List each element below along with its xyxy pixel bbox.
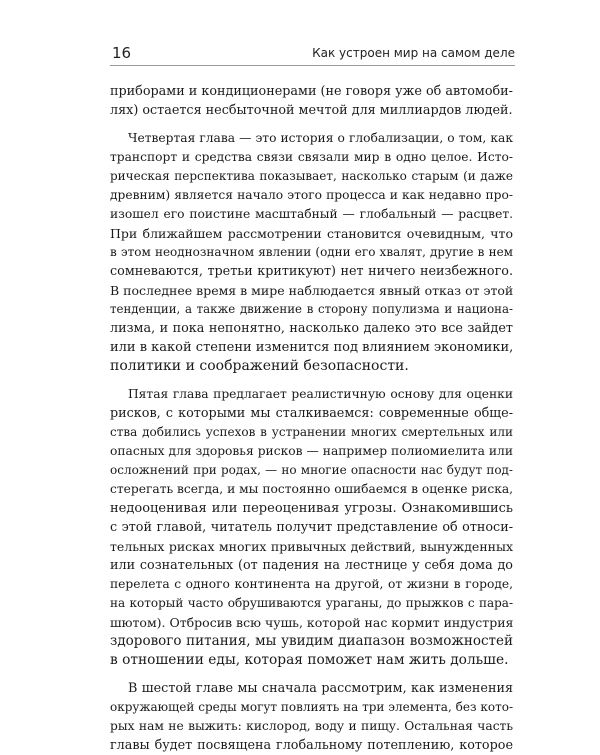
text-line: рых нам не выжить: кислород, воду и пищу. Остальная часть <box>110 719 513 733</box>
text-line: или сознательных (от падения на лестнице у себя дома до <box>110 558 513 573</box>
text-line: Четвертая глава — это история о глобализации, о том, как <box>128 131 513 145</box>
text-line: шютом). Отбросив всю чушь, которой нас кормит индустрия <box>110 615 514 630</box>
page-number: 16 <box>112 44 132 62</box>
text-line: политики и соображений безопасности. <box>110 358 409 374</box>
text-line: транспорт и средства связи связали мир в одно целое. Исто- <box>110 150 513 164</box>
paragraph <box>110 679 513 755</box>
text-line: В шестой главе мы сначала рассмотрим, как изменения <box>128 681 513 696</box>
text-line: главы будет посвящена глобальному потеплению, которое <box>110 738 513 753</box>
text-line: приборами и кондиционерами (не говоря уже об автомоби- <box>110 84 513 99</box>
text-line: ства добились успехов в устранении многих смертельных или <box>110 425 513 439</box>
text-line: тенденции, а также движение в сторону популизма и национа- <box>110 302 513 316</box>
paragraph <box>110 129 513 376</box>
paragraph <box>110 385 513 670</box>
text-line: рическая перспектива показывает, насколько старым (и даже <box>110 169 513 183</box>
running-title: Как устроен мир на самом деле <box>312 46 515 60</box>
text-line: тельных рисках многих привычных действий, вынужденных <box>110 539 513 554</box>
text-line: осложнений при родах, — но многие опасности нас будут под- <box>110 463 513 477</box>
text-line: окружающей среды могут повлиять на три элемента, без кото- <box>110 700 513 714</box>
text-line: с этой главой, читатель получит представление об относи- <box>110 520 513 535</box>
text-line: перелета с одного континента на другой, от жизни в городе, <box>110 577 513 591</box>
text-line: Пятая глава предлагает реалистичную основу для оценки <box>128 387 513 401</box>
text-line: недооценивая или переоценивая угрозы. Ознакомившись <box>110 501 513 516</box>
text-line: лях) остается несбыточной мечтой для миллиардов людей. <box>110 103 513 118</box>
text-line: или в какой степени изменится под влиянием экономики, <box>110 340 514 355</box>
text-line: стерегать всегда, и мы постоянно ошибаемся в оценке риска, <box>110 482 514 496</box>
body-text <box>110 82 513 755</box>
text-line: в отношении еды, которая поможет нам жить дольше. <box>110 652 509 668</box>
text-line: на который часто обрушиваются ураганы, до прыжков с пара- <box>110 596 513 610</box>
text-line: опасных для здоровья рисков — например полиомиелита или <box>110 444 513 458</box>
text-line: При ближайшем рассмотрении становится очевидным, что <box>110 226 513 241</box>
text-line: В последнее время в мире наблюдается явный отказ от этой <box>110 283 514 298</box>
text-line: лизма, и пока непонятно, насколько далеко это все зайдет <box>110 321 513 336</box>
text-line: изошел его поистине масштабный — глобальный — расцвет. <box>110 207 513 221</box>
page-header <box>110 43 515 66</box>
paragraph <box>110 82 513 120</box>
text-line: здорового питания, мы увидим диапазон возможностей <box>110 633 513 649</box>
text-line: древним) является начало этого процесса и как недавно про- <box>110 188 513 202</box>
text-line: сомневаются, третьи критикуют) нет ничего неизбежного. <box>110 264 513 279</box>
text-line: рисков, с которыми мы сталкиваемся: современные обще- <box>110 406 513 421</box>
text-line: в этом неоднозначном явлении (одни его хвалят, другие в нем <box>110 245 513 259</box>
